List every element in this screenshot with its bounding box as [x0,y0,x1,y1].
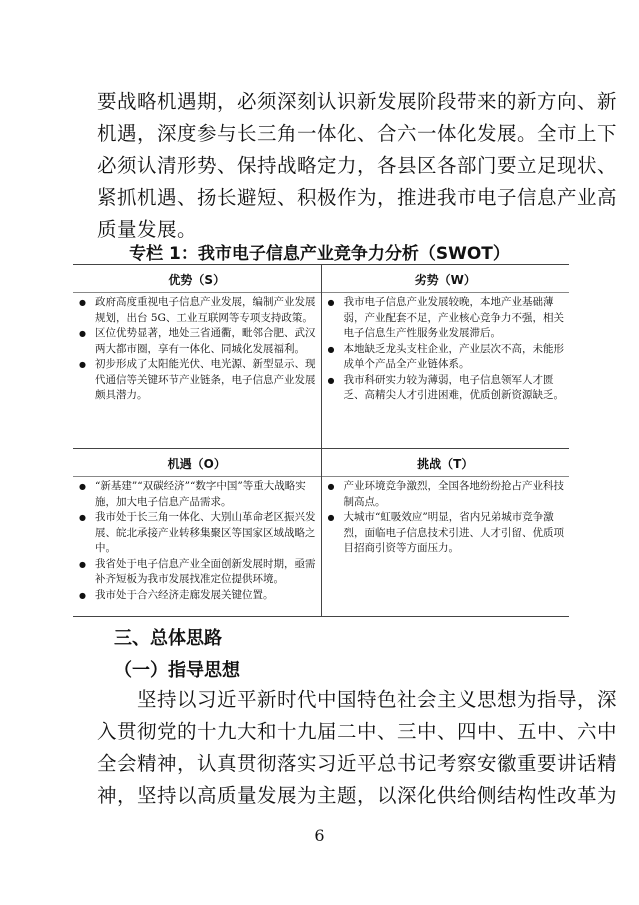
intro-line: 要战略机遇期，必须深刻认识新发展阶段带来的新方向、新 [97,90,618,113]
body-line: 入贯彻党的十九大和十九届二中、三中、四中、五中、六中 [97,720,618,743]
list-item: ● 我市处于长三角一体化、大别山革命老区振兴发展、皖北承接产业转移集聚区等国家区域战略之中。 [79,510,317,557]
weaknesses-list [322,293,570,406]
opportunities-list [73,477,321,605]
list-item: ● 大城市“虹吸效应”明显，省内兄弟城市竞争激烈，面临电子信息技术引进、人才引留、优质项目招商引资等方面压力。 [328,510,566,557]
swot-cell-opportunities [73,449,321,617]
strengths-heading: 优势（S） [73,265,321,293]
intro-line: 质量发展。 [97,218,198,241]
intro-line: 机遇，深度参与长三角一体化、合六一体化发展。全市上下 [97,122,618,145]
section-heading: 三、总体思路 [114,628,222,649]
body-paragraph [97,684,618,812]
list-item: ● 我市科研实力较为薄弱，电子信息领军人才匮乏、高精尖人才引进困难，优质创新资源缺乏。 [328,373,566,404]
strengths-list [73,293,321,406]
box-title: 专栏 1：我市电子信息产业竞争力分析（SWOT） [129,244,510,264]
list-item: ● “新基建”“双碳经济”“数字中国”等重大战略实施，加大电子信息产品需求。 [79,479,317,510]
body-line: 全会精神，认真贯彻落实习近平总书记考察安徽重要讲话精 [97,752,618,775]
page-number: 6 [314,826,325,845]
intro-line: 紧抓机遇、扬长避短、积极作为，推进我市电子信息产业高 [97,186,618,209]
body-line: 坚持以习近平新时代中国特色社会主义思想为指导，深 [97,688,618,711]
swot-table [73,264,569,617]
swot-cell-threats [321,449,569,617]
subsection-heading: （一）指导思想 [114,660,240,681]
swot-cell-strengths [73,265,321,449]
swot-cell-weaknesses [321,265,569,449]
intro-line: 必须认清形势、保持战略定力，各县区各部门要立足现状、 [97,154,618,177]
list-item: ● 本地缺乏龙头支柱企业，产业层次不高，未能形成单个产品全产业链体系。 [328,342,566,373]
list-item: ● 初步形成了太阳能光伏、电光源、新型显示、现代通信等关键环节产业链条，电子信息产业发展颇具潜力。 [79,357,317,404]
list-item: ● 我市处于合六经济走廊发展关键位置。 [79,588,317,604]
threats-list [322,477,570,559]
list-item: ● 我省处于电子信息产业全面创新发展时期，亟需补齐短板为我市发展找准定位提供环境。 [79,557,317,588]
intro-paragraph [97,86,618,246]
threats-heading: 挑战（T） [322,449,570,477]
opportunities-heading: 机遇（O） [73,449,321,477]
list-item: ● 我市电子信息产业发展较晚，本地产业基础薄弱，产业配套不足，产业核心竞争力不强，相关电子信息生产性服务业发展滞后。 [328,295,566,342]
weaknesses-heading: 劣势（W） [322,265,570,293]
list-item: ● 产业环境竞争激烈，全国各地纷纷抢占产业科技制高点。 [328,479,566,510]
body-line: 神，坚持以高质量发展为主题，以深化供给侧结构性改革为 [97,784,618,807]
list-item: ● 区位优势显著，地处三省通衢，毗邻合肥、武汉两大都市圈，享有一体化、同城化发展福利。 [79,326,317,357]
list-item: ● 政府高度重视电子信息产业发展，编制产业发展规划，出台 5G、工业互联网等专项支持政策。 [79,295,317,326]
